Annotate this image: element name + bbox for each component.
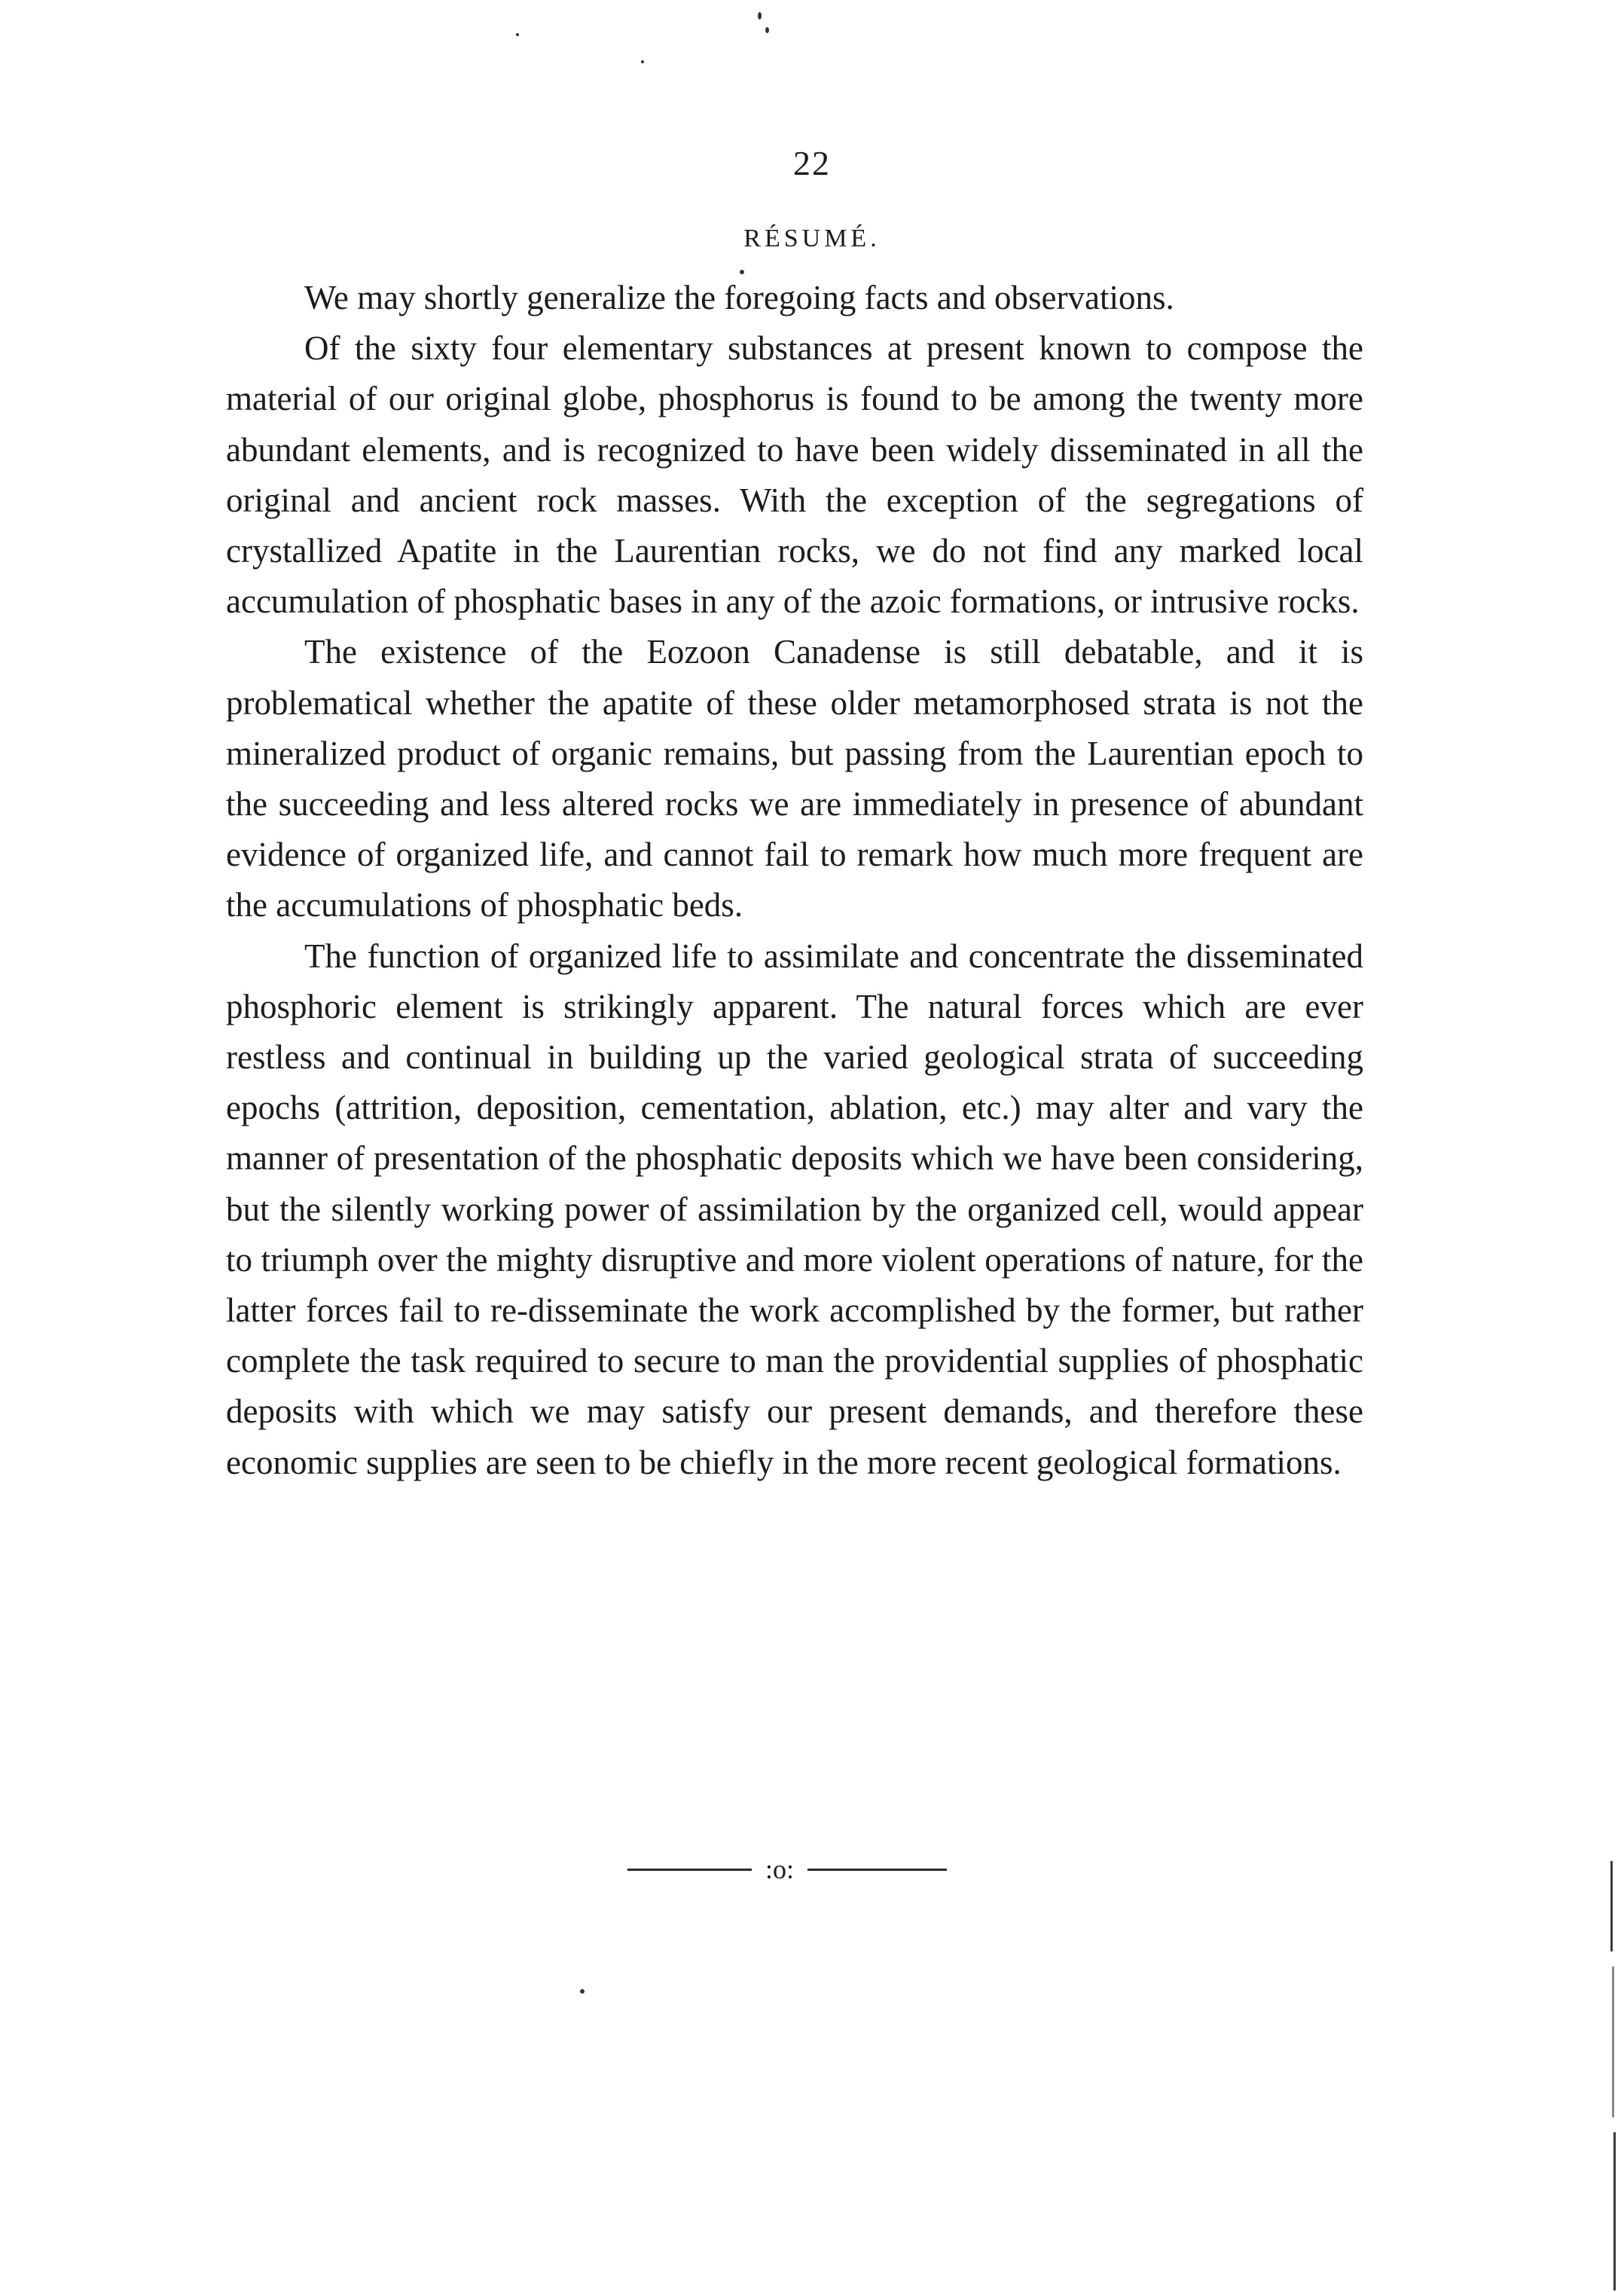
separator-ornament: :o:	[765, 1854, 794, 1884]
scan-edge-mark	[1610, 1861, 1613, 1951]
scan-edge-mark	[1613, 2132, 1616, 2290]
scan-speck	[580, 1989, 585, 1994]
paragraph: We may shortly generalize the foregoing facts and observations.	[304, 279, 1174, 316]
paragraph: Of the sixty four elementary substances at present known to compose the material of our original globe, phosphorus is found to be among the twenty more abundant elements, and is recognized to have been widely disseminated in all the original and ancient rock masses. With the exception of the segregations of crystallized Apatite in the Laurentian rocks, we do not find any marked local accumulation of phosphatic bases in any of the azoic formations, or intrusive rocks.	[226, 329, 1363, 621]
scan-edge-mark	[1612, 1967, 1614, 2117]
section-heading: RÉSUMÉ.	[743, 225, 881, 252]
scan-speck	[516, 33, 519, 36]
page-number: 22	[793, 144, 831, 182]
separator-rule-right	[807, 1869, 947, 1871]
section-separator	[618, 1850, 957, 1888]
scan-speck	[758, 12, 762, 20]
scan-speck	[641, 60, 644, 63]
scan-speck	[765, 27, 769, 33]
paragraph: The existence of the Eozoon Canadense is still debatable, and it is problematical whether the apatite of these older metamorphosed strata is not the mineralized product of organic remains, but passing from the Laurentian epoch to the succeeding and less altered rocks we are immediately in presence of abundant evidence of organized life, and cannot fail to remark how much more frequent are the accumulations of phosphatic beds.	[226, 633, 1363, 924]
body-text	[226, 273, 1363, 1488]
paragraph: The function of organized life to assimilate and concentrate the disseminated phosphoric element is strikingly apparent. The natural forces which are ever restless and continual in building up the varied geological strata of succeeding epochs (attrition, deposition, cementation, ablation, etc.) may alter and vary the manner of presentation of the phosphatic deposits which we have been considering, but the silently working power of assimilation by the organized cell, would appear to triumph over the mighty disruptive and more violent operations of nature, for the latter forces fail to re-disseminate the work accomplished by the former, but rather complete the task required to secure to man the providential supplies of phosphatic deposits with which we may satisfy our present demands, and therefore these economic supplies are seen to be chiefly in the more recent geological formations.	[226, 937, 1363, 1481]
scan-speck	[740, 270, 744, 274]
separator-rule-left	[627, 1869, 752, 1871]
